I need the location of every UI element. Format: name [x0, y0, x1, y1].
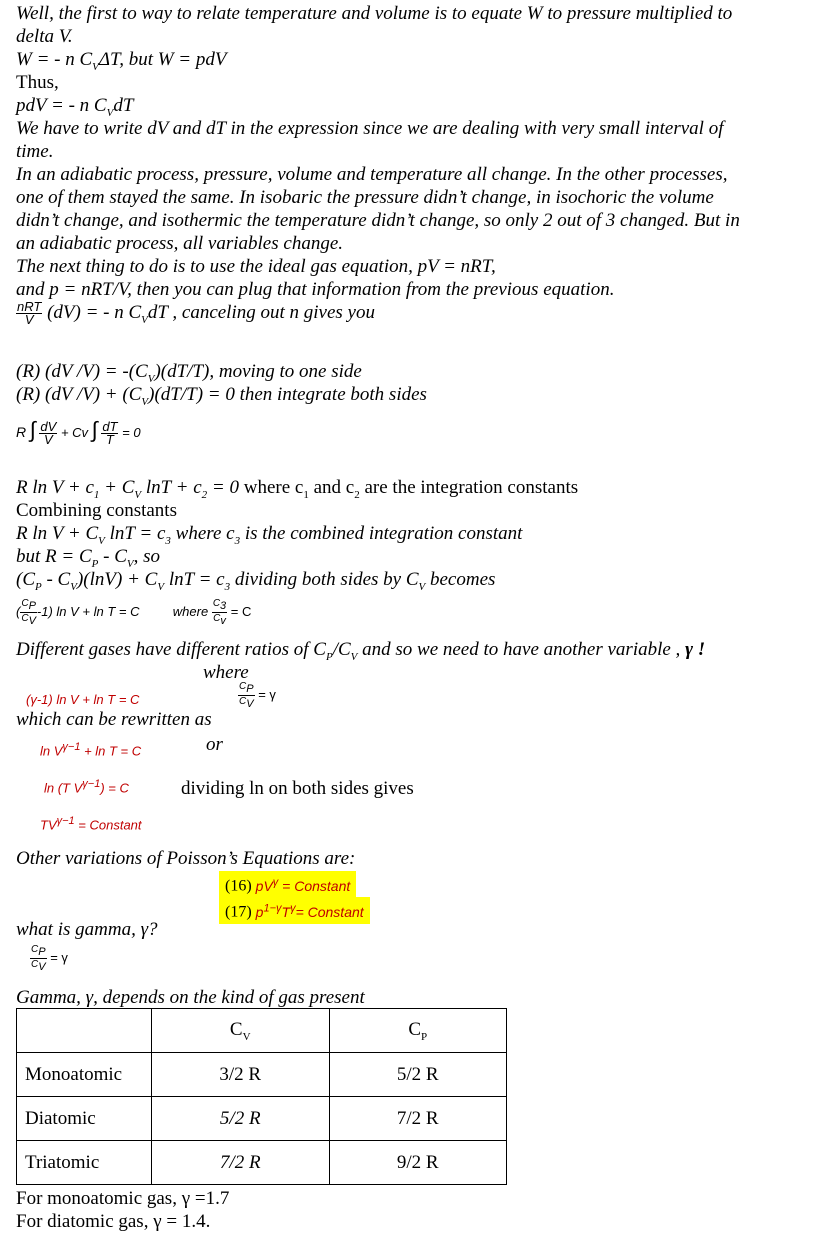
table-header-cell: $C_V$: [152, 1009, 330, 1053]
or-text: or: [206, 734, 223, 755]
table-cell: Diatomic: [17, 1097, 152, 1141]
para-2b: time.: [16, 141, 54, 162]
para-1a: Well, the first to way to relate temperature and volume is to equate W to pressure multiplied to: [16, 3, 733, 24]
equation-ln-tv-gamma: ln (T $V^{\gamma-1}) = C$: [44, 778, 129, 796]
table-header-cell: [17, 1009, 152, 1053]
diatomic-gamma: For diatomic gas, γ = 1.4.: [16, 1211, 211, 1232]
equation-pdv: pdV = - n $C_VdT$: [16, 95, 134, 119]
para-1b: delta V.: [16, 26, 73, 47]
fraction-nrt-over-v: $\frac{\text{nRT}}{V}$: [17, 299, 42, 328]
equation-gamma-1: (γ-1) ln V + ln T = C: [26, 692, 140, 707]
equation-tv-constant: $TV^{\gamma-1}$ = Constant: [40, 815, 142, 833]
para-4b: and p = nRT/V, then you can plug that information from the previous equation.: [16, 279, 615, 300]
rewritten-text: which can be rewritten as: [16, 709, 212, 730]
equation-r-cp-cv: but $R = C_P - C_V$, so: [16, 546, 161, 570]
highlight-equation-17: (17) $p^{1-\gamma}T^\gamma=$ Constant: [219, 897, 370, 924]
gamma-depends: Gamma, γ, depends on the kind of gas present: [16, 987, 365, 1008]
para-3b: one of them stayed the same. In isobaric the pressure didn’t change, in isochoric the volume: [16, 187, 714, 208]
para-4a: The next thing to do is to use the ideal gas equation, pV = nRT,: [16, 256, 496, 277]
integral-equation: R ∫ $\frac{dV}{V}$ + Cv ∫ $\frac{dT}{T}$ = 0: [16, 417, 141, 448]
table-cell: Monoatomic: [17, 1053, 152, 1097]
gamma-ratio: $\frac{C_P}{C_V}$ = γ: [31, 944, 68, 973]
heat-capacity-table: [16, 1008, 507, 1185]
other-variations: Other variations of Poisson’s Equations are:: [16, 848, 356, 869]
where-label: where: [203, 662, 249, 683]
combining-constants: Combining constants: [16, 500, 177, 521]
equation-ln-1: R $\ln V + c_1 + C_V$ $\ln T + c_2 = 0$ where $c_1$ and $c_2$ are the integration constants: [16, 477, 579, 501]
monoatomic-gamma: For monoatomic gas, γ =1.7: [16, 1188, 230, 1209]
equation-nrt: $\frac{\text{nRT}}{V}$ (dV) = - n $C_VdT$ , canceling out n gives you: [17, 299, 375, 328]
table-cell: Triatomic: [17, 1141, 152, 1185]
dividing-text: dividing ln on both sides gives: [181, 778, 414, 799]
equation-cp-cv-ratio: ( $\frac{C_P}{C_V}$ -1) ln V + ln T = C where $\frac{C_3}{C_v}$ = C: [16, 598, 252, 627]
table-cell: 7/2 R: [152, 1141, 330, 1185]
table-header-row: [17, 1009, 507, 1053]
thus-text: Thus,: [16, 72, 59, 93]
table-cell: 7/2 R: [329, 1097, 507, 1141]
equation-ln-2: R $\ln V + C_V$ $\ln T = c_3$ where $c_3$ is the combined integration constant: [16, 523, 523, 547]
equation-ln-v-gamma: $\ln V^{\gamma-1} + \ln T = C$: [40, 741, 142, 759]
table-cell: 9/2 R: [329, 1141, 507, 1185]
para-2a: We have to write dV and dT in the expression since we are dealing with very small interval of: [16, 118, 724, 139]
equation-w: W = - n $C_V\Delta T$, but W = pdV: [16, 49, 227, 73]
table-cell: 5/2 R: [152, 1097, 330, 1141]
para-3a: In an adiabatic process, pressure, volume and temperature all change. In the other processes,: [16, 164, 728, 185]
what-is-gamma: what is gamma, γ?: [16, 919, 158, 940]
table-row: [17, 1053, 507, 1097]
para-3c: didn’t change, and isothermic the temperature didn’t change, so only 2 out of 3 changed. But in: [16, 210, 740, 231]
table-header-cell: $C_P$: [329, 1009, 507, 1053]
para-3d: an adiabatic process, all variables change.: [16, 233, 343, 254]
equation-r-2: (R) (dV $/V) + (C_V)(dT/T) = 0$ then integrate both sides: [16, 384, 427, 408]
table-row: [17, 1097, 507, 1141]
para-5: Different gases have different ratios of $C_P/C_V$ and so we need to have another variable , γ !: [16, 639, 706, 663]
equation-r-1: (R) (dV $/V) = -(C_V)(dT/T)$, moving to one side: [16, 361, 362, 385]
table-cell: 5/2 R: [329, 1053, 507, 1097]
table-cell: 3/2 R: [152, 1053, 330, 1097]
equation-ln-3: $(C_P - C_V)(\ln V) + C_V$ $\ln T = c_3$ dividing both sides by $C_V$ becomes: [16, 569, 496, 593]
highlight-equation-16: (16) $pV^\gamma$ = Constant: [219, 871, 356, 898]
gamma-definition: $\frac{C_P}{C_V}$ = γ: [239, 681, 276, 710]
table-row: [17, 1141, 507, 1185]
